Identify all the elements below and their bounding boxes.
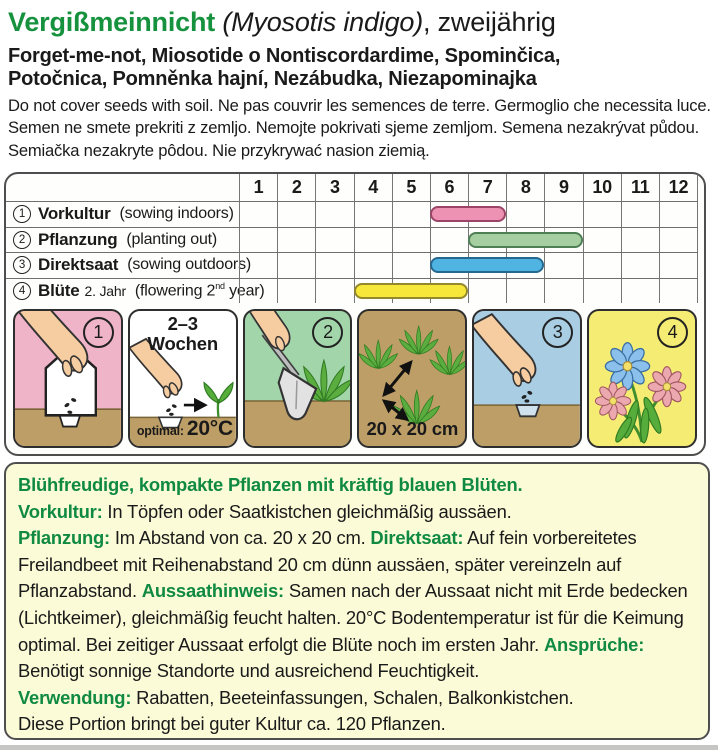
row-description: (flowering 2nd year) (134, 281, 265, 300)
month-cell (315, 253, 353, 278)
month-header: 11 (621, 174, 659, 201)
info-vorkultur (18, 499, 696, 526)
month-header: 4 (354, 174, 392, 201)
calendar-header-row (6, 174, 698, 201)
month-cell (659, 279, 697, 304)
germination-duration-label (130, 314, 236, 354)
info-verwendung (18, 685, 696, 712)
calendar-pictogram-box (4, 172, 706, 456)
info-keyword: Aussaathinweis: (141, 580, 284, 602)
month-cell (239, 279, 277, 304)
packet-edge (0, 745, 718, 750)
month-cell (430, 228, 468, 253)
step-2-badge: 2 (312, 317, 343, 348)
info-text: Im Abstand von ca. 20 x 20 cm. (109, 527, 371, 549)
month-header: 1 (239, 174, 277, 201)
calendar-row (6, 252, 698, 278)
calendar-header-spacer (6, 174, 239, 201)
plant-name-german: Vergißmeinnicht (8, 7, 216, 37)
calendar-row-label (6, 253, 251, 278)
calendar-row-label (6, 202, 239, 227)
month-cell (392, 202, 430, 227)
optimal-label: optimal: (136, 424, 184, 438)
duration-line-1: 2–3 (167, 313, 198, 334)
month-cell (315, 202, 353, 227)
info-keyword: Ansprüche: (543, 633, 645, 655)
row-name: Vorkultur (38, 204, 111, 224)
calendar-row (6, 201, 698, 227)
info-portion-yield: Diese Portion bringt bei guter Kultur ca. 120 Pflanzen. (18, 713, 446, 735)
info-text: Benötigt sonnige Standorte und ausreichend Feuchtigkeit. (18, 660, 480, 682)
month-cell (544, 279, 582, 304)
duration-line-2: Wochen (147, 333, 218, 354)
row-description: (sowing outdoors) (127, 256, 251, 274)
month-cell (506, 279, 544, 304)
month-cell (315, 228, 353, 253)
pictogram-sow-indoors (13, 309, 123, 448)
vorkultur-text: In Töpfen oder Saatkistchen gleichmäßig aussäen. (102, 500, 512, 522)
month-header-strip (239, 174, 698, 201)
row-name: Direktsaat (38, 255, 119, 275)
info-text: Auf fein vorbereitetes Freilandbeet mit Reihenabstand 20 cm dünn aussäen, später vereinzeln auf Pflanzabstand. (18, 527, 637, 602)
month-header: 6 (430, 174, 468, 201)
pictogram-spacing (357, 309, 467, 448)
month-cell (659, 253, 697, 278)
month-cell (354, 228, 392, 253)
month-cell (621, 202, 659, 227)
step-4-badge: 4 (657, 317, 688, 348)
month-header: 8 (506, 174, 544, 201)
verwendung-text: Rabatten, Beeteinfassungen, Schalen, Balkonkistchen. (131, 686, 574, 708)
row-name: Blüte (38, 280, 80, 300)
month-cell (659, 228, 697, 253)
temperature-value: 20°C (186, 417, 233, 440)
month-header: 3 (315, 174, 353, 201)
spacing-label: 20 x 20 cm (366, 418, 459, 439)
page-title (8, 6, 712, 38)
calendar-bar (354, 283, 469, 299)
note-line-2: Semen ne smete prekriti z zemljo. Nemojte pokrivati sjeme zemljom. Semena nezakrývat půdou. (8, 118, 700, 138)
month-header: 10 (583, 174, 621, 201)
month-cell (354, 253, 392, 278)
info-text: Samen nach der Aussaat nicht mit Erde bedecken (Lichtkeimer), gleichmäßig feucht halten. 20°C Bodentemperatur ist für die Keimung optimal. Bei zeitiger Aussaat erfolgt die Blüte noch im ersten Jahr. (18, 580, 688, 655)
month-cell (239, 228, 277, 253)
calendar-row-label (6, 279, 265, 304)
month-cell (315, 279, 353, 304)
month-cell (354, 202, 392, 227)
names-line-1: Forget-me-not, Miosotide o Nontiscordardime, Spominčica, (8, 45, 561, 67)
sowing-notes-multilang (8, 95, 712, 162)
month-cell (621, 228, 659, 253)
row-number-circle: 1 (13, 205, 31, 223)
calendar-bar (430, 257, 545, 273)
month-cell (277, 253, 315, 278)
month-cell (583, 253, 621, 278)
info-keyword: Pflanzung: (18, 527, 110, 549)
month-cell (506, 202, 544, 227)
info-headline: Blühfreudige, kompakte Pflanzen mit kräftig blauen Blüten. (18, 474, 523, 495)
month-cell (583, 279, 621, 304)
row-number-circle: 4 (13, 282, 31, 300)
month-header: 2 (277, 174, 315, 201)
verwendung-keyword: Verwendung: (18, 686, 132, 708)
month-header: 7 (468, 174, 506, 201)
info-keyword: Direktsaat: (370, 527, 464, 549)
month-header: 12 (659, 174, 697, 201)
month-header: 5 (392, 174, 430, 201)
row-subtitle: 2. Jahr (84, 282, 126, 299)
month-cell (621, 279, 659, 304)
month-cell (583, 202, 621, 227)
month-cell (468, 279, 506, 304)
calendar-row (6, 278, 698, 304)
month-cell (544, 202, 582, 227)
pictogram-sow-outdoors (472, 309, 582, 448)
names-line-2: Potočnica, Pomněnka hajní, Nezábudka, Niezapominajka (8, 67, 537, 90)
note-line-1: Do not cover seeds with soil. Ne pas couvrir les semences de terre. Germoglio che necessita luce. (8, 96, 711, 115)
header (8, 6, 712, 162)
month-cell (239, 253, 277, 278)
month-cell (277, 202, 315, 227)
month-header: 9 (544, 174, 582, 201)
row-description: (planting out) (126, 230, 218, 248)
cultivation-info-box (4, 462, 710, 740)
month-strip (239, 253, 698, 278)
month-cell (621, 253, 659, 278)
calendar-bar (430, 206, 506, 222)
pictogram-plant-out (243, 309, 353, 448)
step-1-badge: 1 (83, 317, 114, 348)
plant-lifecycle: , zweijährig (423, 7, 556, 37)
month-strip (239, 228, 698, 253)
month-cell (544, 253, 582, 278)
step-3-badge: 3 (542, 317, 573, 348)
plant-names-multilang (8, 45, 712, 90)
month-strip (239, 202, 698, 227)
pictogram-flowering (587, 309, 697, 448)
calendar-row (6, 227, 698, 253)
month-cell (239, 202, 277, 227)
row-description: (sowing indoors) (119, 205, 234, 223)
row-name: Pflanzung (38, 229, 118, 249)
month-cell (277, 279, 315, 304)
row-number-circle: 2 (13, 231, 31, 249)
month-cell (392, 228, 430, 253)
pictogram-germination (128, 309, 238, 448)
optimal-temperature (137, 417, 232, 441)
month-cell (583, 228, 621, 253)
plant-name-latin: (Myosotis indigo) (222, 7, 424, 37)
month-cell (392, 253, 430, 278)
row-number-circle: 3 (13, 256, 31, 274)
info-main-paragraph (18, 525, 696, 685)
calendar-row-label (6, 228, 239, 253)
month-strip (239, 279, 698, 304)
month-cell (277, 228, 315, 253)
vorkultur-keyword: Vorkultur: (18, 500, 103, 522)
sowing-calendar-table (6, 174, 698, 303)
note-line-3: Semiačka nezakryte pôdou. Nie przykrywać nasion ziemią. (8, 140, 430, 160)
month-cell (659, 202, 697, 227)
calendar-bar (468, 232, 583, 248)
pictogram-row (13, 309, 697, 448)
